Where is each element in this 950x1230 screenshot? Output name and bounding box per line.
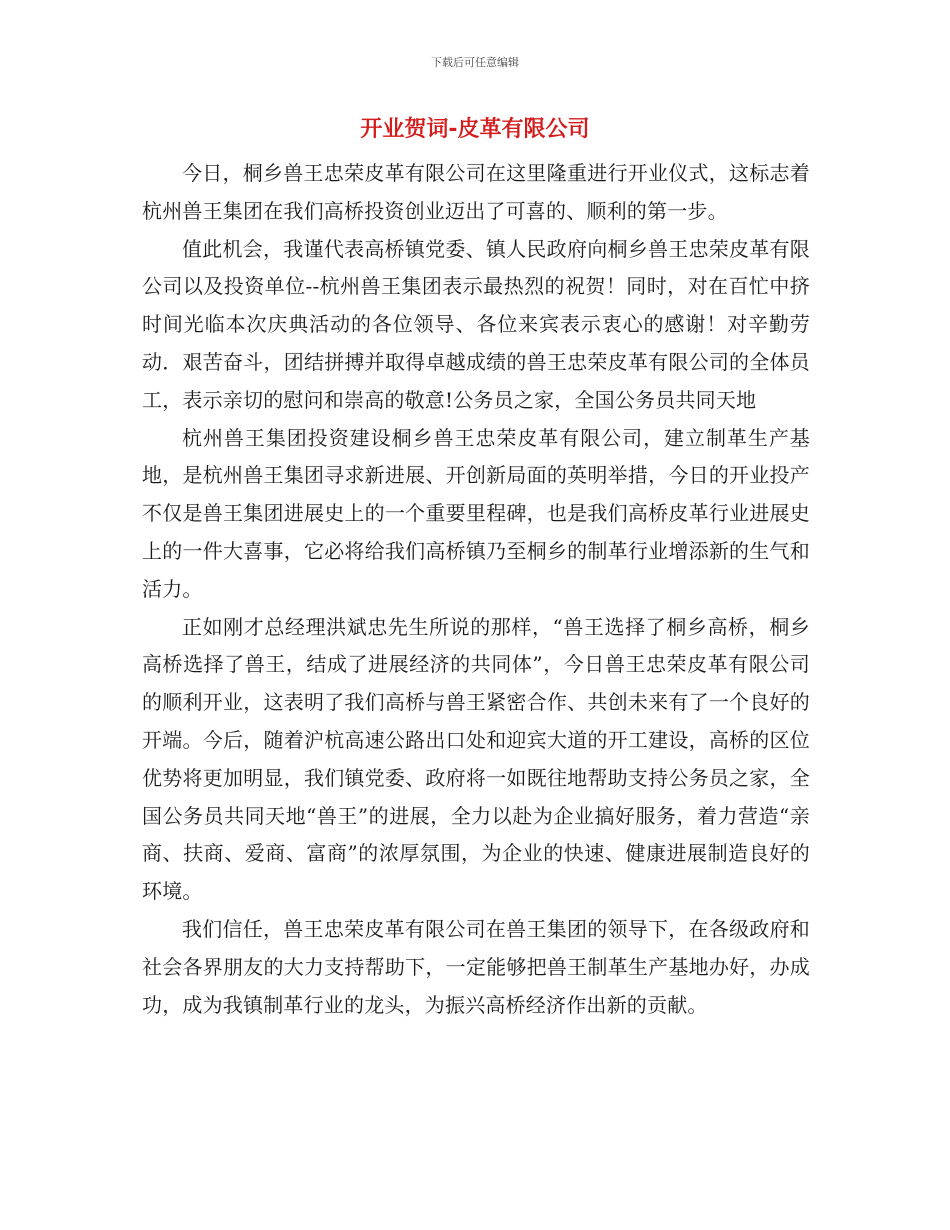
- paragraph-1: 今日，桐乡兽王忠荣皮革有限公司在这里隆重进行开业仪式，这标志着杭州兽王集团在我们高桥投资创业迈出了可喜的、顺利的第一步。: [142, 161, 810, 223]
- paragraph-4: 正如刚才总经理洪斌忠先生所说的那样，“兽王选择了桐乡高桥，桐乡高桥选择了兽王，结成了进展经济的共同体”，今日兽王忠荣皮革有限公司的顺利开业，这表明了我们高桥与兽王紧密合作、共创未来有了一个良好的开端。今后，随着沪杭高速公路出口处和迎宾大道的开工建设，高桥的区位优势将更加明显，我们镇党委、政府将一如既往地帮助支持公务员之家，全国公务员共同天地“兽王”的进展，全力以赴为企业搞好服务，着力营造“亲商、扶商、爱商、富商”的浓厚氛围，为企业的快速、健康进展制造良好的环境。: [142, 614, 810, 904]
- header-note: 下载后可任意编辑: [431, 56, 519, 69]
- paragraph-5: 我们信任，兽王忠荣皮革有限公司在兽王集团的领导下，在各级政府和社会各界朋友的大力支持帮助下，一定能够把兽王制革生产基地办好，办成功，成为我镇制革行业的龙头，为振兴高桥经济作出新的贡献。: [142, 916, 810, 1017]
- page-title: 开业贺词-皮革有限公司: [360, 117, 590, 142]
- document-body: [142, 155, 810, 1024]
- paragraph-3: 杭州兽王集团投资建设桐乡兽王忠荣皮革有限公司，建立制革生产基地，是杭州兽王集团寻求新进展、开创新局面的英明举措，今日的开业投产不仅是兽王集团进展史上的一个重要里程碑，也是我们高桥皮革行业进展史上的一件大喜事，它必将给我们高桥镇乃至桐乡的制革行业增添新的生气和活力。: [142, 425, 810, 601]
- paragraph-2: 值此机会，我谨代表高桥镇党委、镇人民政府向桐乡兽王忠荣皮革有限公司以及投资单位--杭州兽王集团表示最热烈的祝贺！同时，对在百忙中挤时间光临本次庆典活动的各位领导、各位来宾表示衷心的感谢！对辛勤劳动．艰苦奋斗，团结拼搏并取得卓越成绩的兽王忠荣皮革有限公司的全体员工，表示亲切的慰问和崇高的敬意!公务员之家，全国公务员共同天地: [142, 236, 810, 412]
